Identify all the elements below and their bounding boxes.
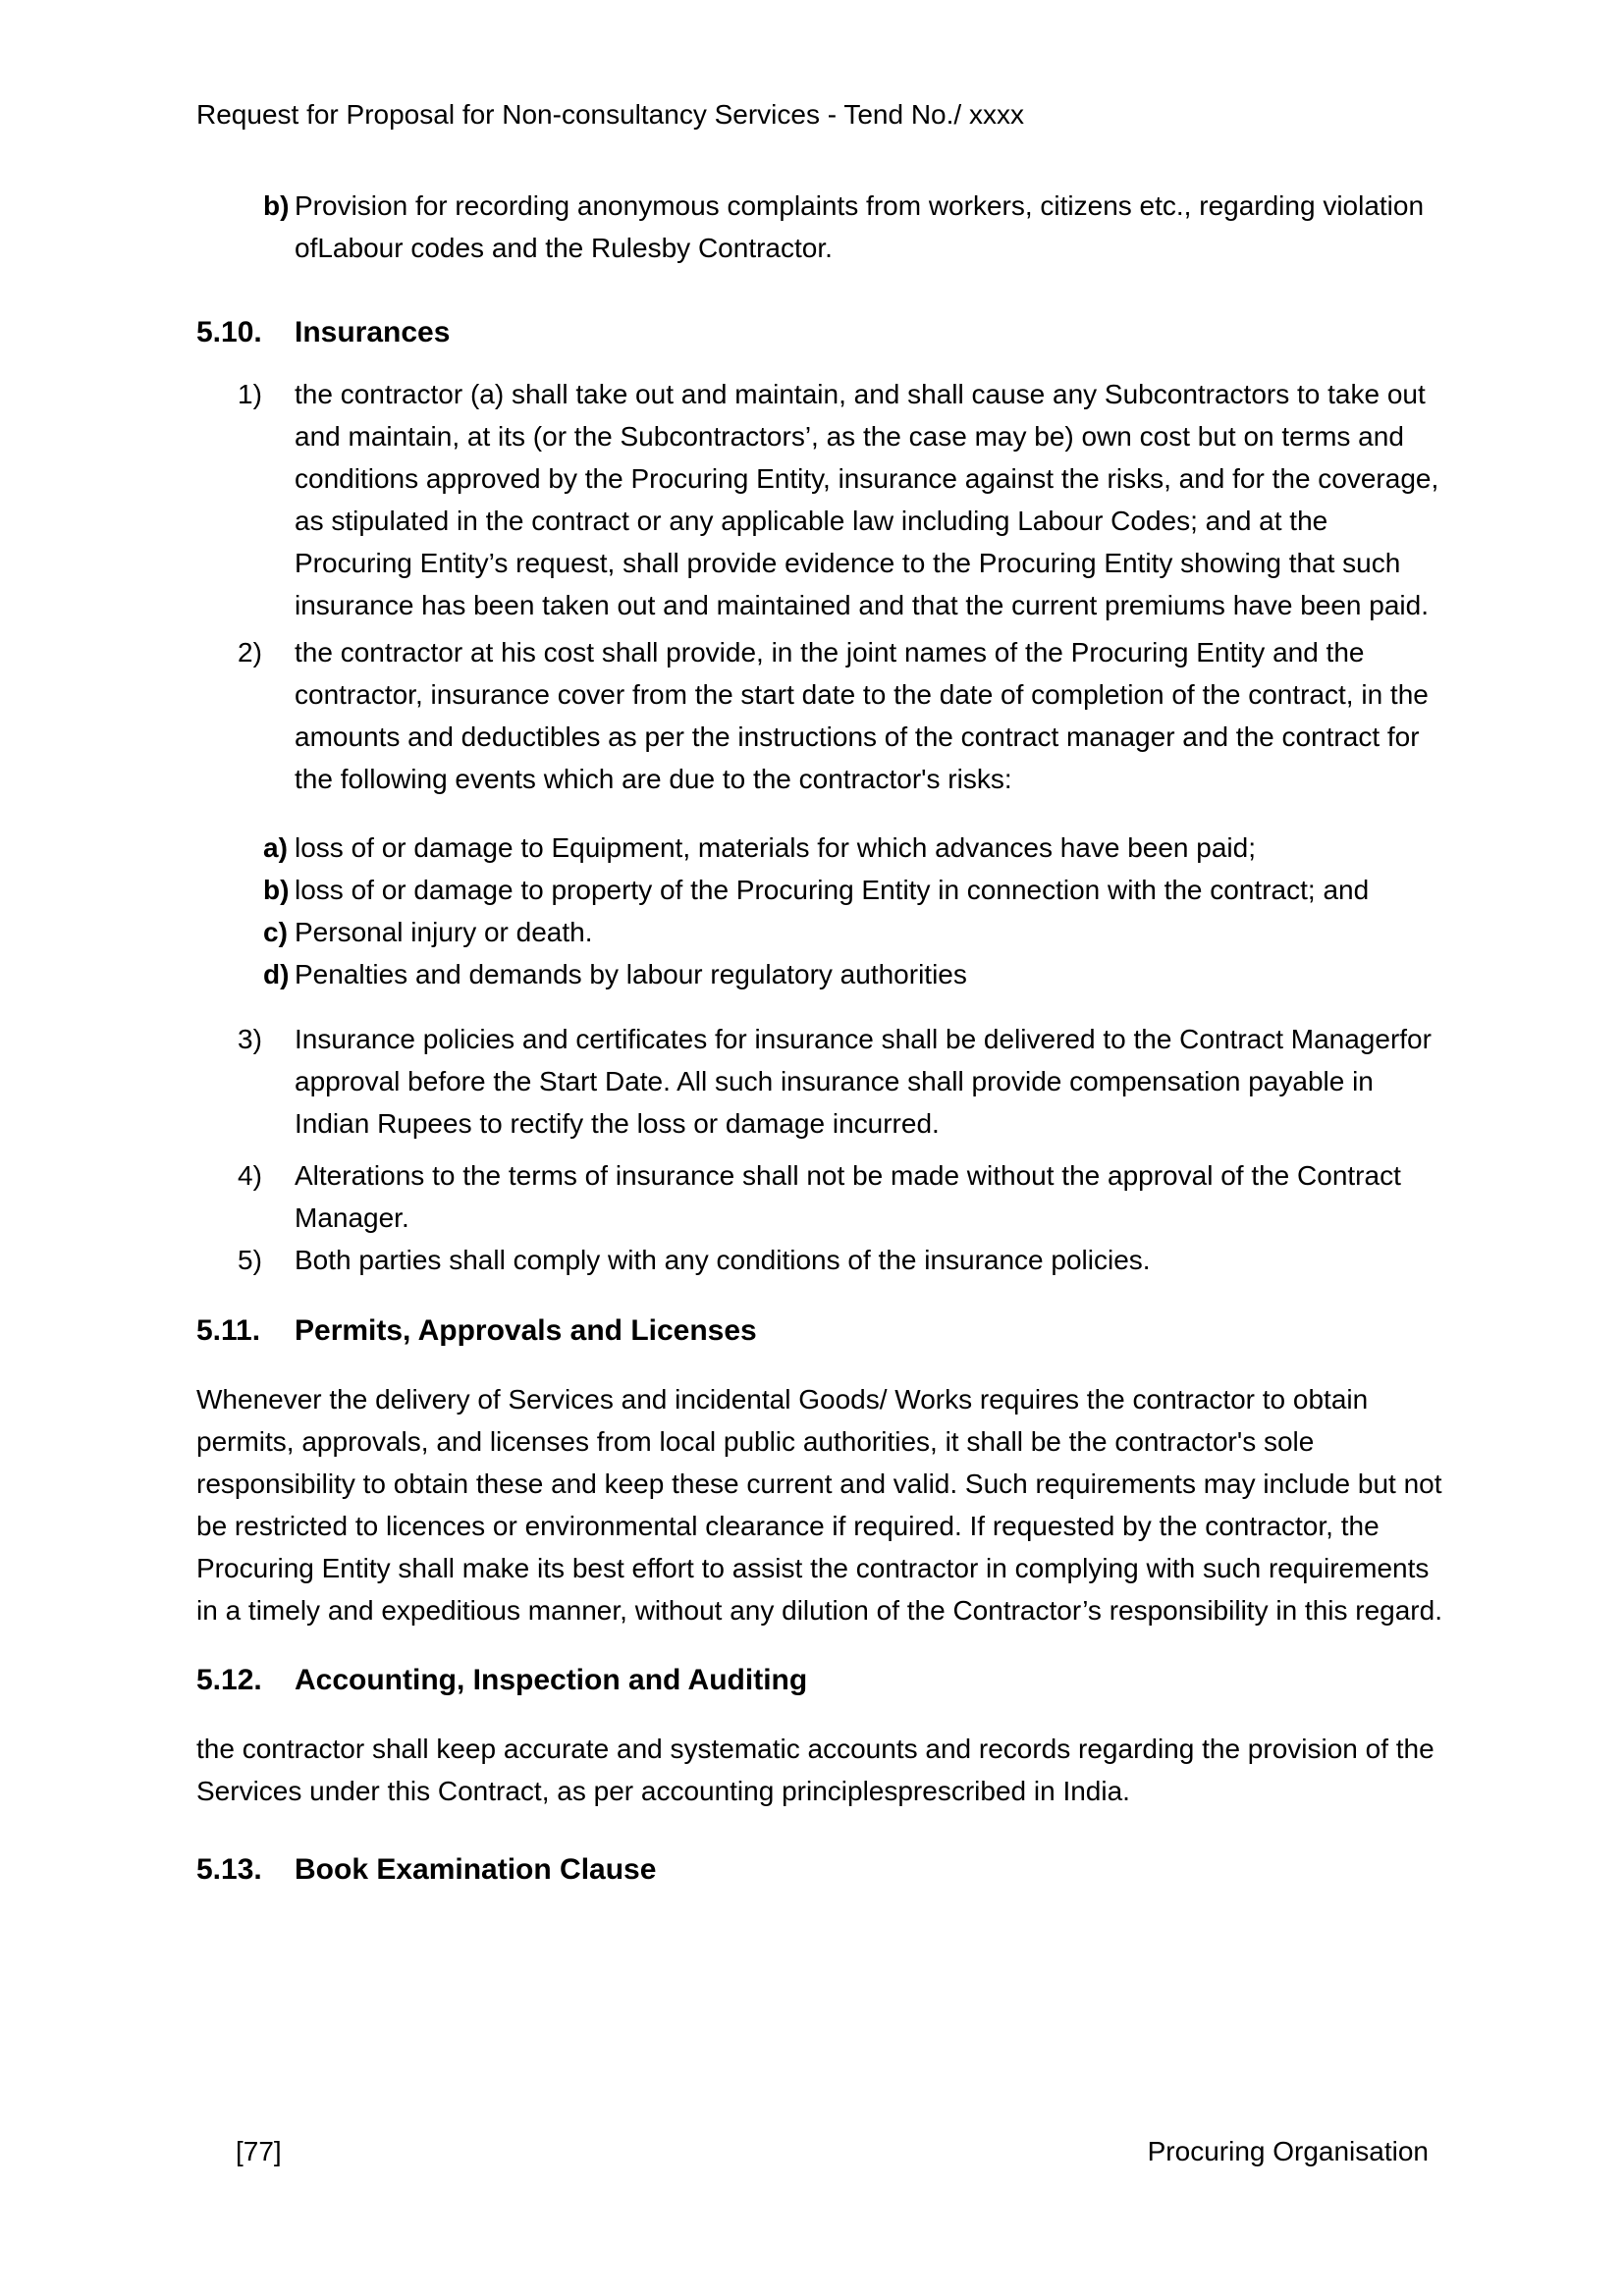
list-item-text: the contractor at his cost shall provide, in the joint names of the Procuring Entity and the contractor, insurance cover from the start date to the date of completion of the contract, in the amounts and deductibles as per the instructions of the contract manager and the contract for the following events which are due to the contractor's risks: (295, 637, 1429, 794)
list-item-label: c) (263, 917, 288, 947)
sub-list-item-d (196, 953, 1443, 995)
list-item-text: loss of or damage to property of the Procuring Entity in connection with the contract; and (295, 875, 1370, 905)
list-item-label: 5) (238, 1245, 262, 1275)
section-number: 5.13. (196, 1853, 262, 1886)
list-item-label: d) (263, 959, 290, 989)
section-heading-5-13 (196, 1847, 1443, 1893)
section-heading-5-11 (196, 1308, 1443, 1354)
list-item-text: loss of or damage to Equipment, materials for which advances have been paid; (295, 832, 1257, 863)
section-5-12-paragraph: the contractor shall keep accurate and systematic accounts and records regarding the provision of the Services under this Contract, as per accounting principlesprescribed in India. (196, 1734, 1435, 1806)
section-title: Accounting, Inspection and Auditing (295, 1664, 808, 1696)
list-item-text: Penalties and demands by labour regulatory authorities (295, 959, 967, 989)
document-body (196, 0, 1443, 2166)
list-item-intro-b (196, 185, 1443, 269)
list-item-text: the contractor (a) shall take out and maintain, and shall cause any Subcontractors to take out and maintain, at its (or the Subcontractors’, as the case may be) own cost but on terms and conditions approved by the Procuring Entity, insurance against the risks, and for the coverage, as stipulated in the contract or any applicable law including Labour Codes; and at the Procuring Entity’s request, shall provide evidence to the Procuring Entity showing that such insurance has been taken out and maintained and that the current premiums have been paid. (295, 379, 1439, 620)
section-heading-5-10 (196, 310, 1443, 355)
list-item-2 (196, 631, 1443, 800)
sub-list-item-a (196, 827, 1443, 869)
list-item-label: b) (263, 190, 290, 221)
list-item-1 (196, 373, 1443, 626)
section-5-11-paragraph: Whenever the delivery of Services and incidental Goods/ Works requires the contractor to obtain permits, approvals, and licenses from local public authorities, it shall be the contractor's sole responsibility to obtain these and keep these current and valid. Such requirements may include but not be restricted to licences or environmental clearance if required. If requested by the contractor, the Procuring Entity shall make its best effort to assist the contractor in complying with such requirements in a timely and expeditious manner, without any dilution of the Contractor’s responsibility in this regard. (196, 1384, 1442, 1626)
sub-list-item-b (196, 869, 1443, 911)
running-header: Request for Proposal for Non-consultancy Services - Tend No./ xxxx (196, 99, 1024, 130)
list-item-3 (196, 1018, 1443, 1145)
list-item-text: Alterations to the terms of insurance shall not be made without the approval of the Contract Manager. (295, 1160, 1401, 1233)
section-heading-5-12 (196, 1658, 1443, 1703)
section-title: Permits, Approvals and Licenses (295, 1314, 757, 1347)
sub-list-item-c (196, 911, 1443, 953)
section-number: 5.12. (196, 1664, 262, 1696)
sub-list (196, 827, 1443, 995)
list-item-label: b) (263, 875, 290, 905)
list-item-label: 4) (238, 1160, 262, 1191)
list-item-4 (196, 1154, 1443, 1239)
section-number: 5.11. (196, 1314, 261, 1347)
list-item-text: Insurance policies and certificates for insurance shall be delivered to the Contract Managerfor approval before the Start Date. All such insurance shall provide compensation payable in Indian Rupees to rectify the loss or damage incurred. (295, 1024, 1432, 1139)
list-item-label: a) (263, 832, 288, 863)
section-title: Book Examination Clause (295, 1853, 657, 1886)
list-item-text: Provision for recording anonymous complaints from workers, citizens etc., regarding violation ofLabour codes and the Rulesby Contractor. (295, 190, 1425, 263)
list-item-label: 2) (238, 637, 262, 667)
section-number: 5.10. (196, 316, 262, 348)
list-item-5 (196, 1239, 1443, 1281)
page-number: [77] (236, 2136, 282, 2166)
page-footer (236, 2130, 1429, 2172)
section-title: Insurances (295, 316, 451, 348)
list-item-label: 1) (238, 379, 262, 409)
list-item-label: 3) (238, 1024, 262, 1054)
list-item-text: Both parties shall comply with any conditions of the insurance policies. (295, 1245, 1151, 1275)
footer-organisation: Procuring Organisation (1147, 2136, 1429, 2166)
list-item-text: Personal injury or death. (295, 917, 593, 947)
